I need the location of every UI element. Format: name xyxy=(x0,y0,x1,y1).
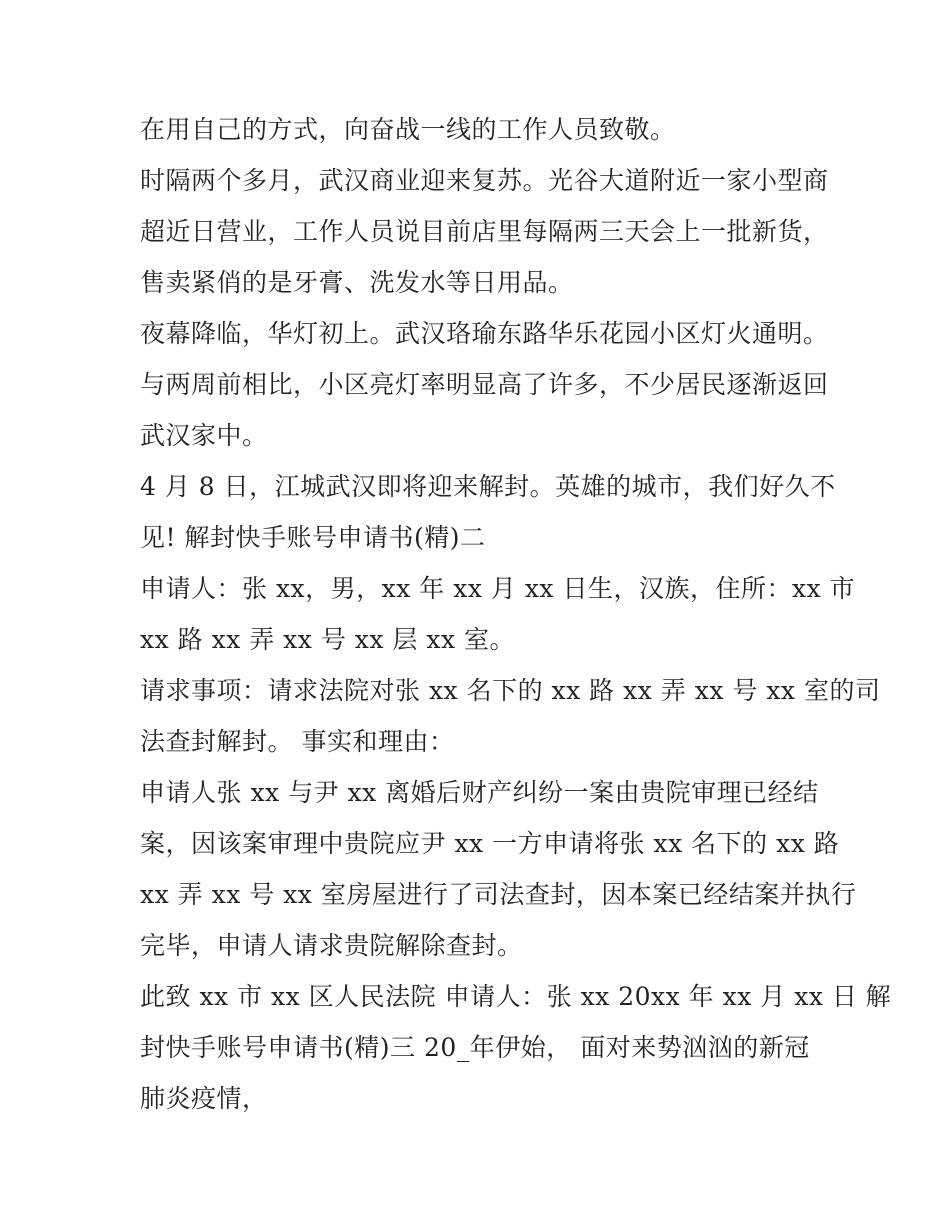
text-line: xx 弄 xx 号 xx 室房屋进行了司法查封，因本案已经结案并执行 xyxy=(140,880,857,909)
text-line: 完毕，申请人请求贵院解除查封。 xyxy=(140,931,523,960)
text-line: 与两周前相比，小区亮灯率明显高了许多，不少居民逐渐返回 xyxy=(140,370,829,399)
text-line: 肺炎疫情， xyxy=(140,1084,268,1113)
text-line: 封快手账号申请书(精)三 20_年伊始， 面对来势汹汹的新冠 xyxy=(140,1033,810,1062)
text-line: 在用自己的方式，向奋战一线的工作人员致敬。 xyxy=(140,115,676,144)
text-line: 案，因该案审理中贵院应尹 xx 一方申请将张 xx 名下的 xx 路 xyxy=(140,829,840,858)
text-line: 申请人张 xx 与尹 xx 离婚后财产纠纷一案由贵院审理已经结 xyxy=(140,778,819,807)
text-line: 4 月 8 日，江城武汉即将迎来解封。英雄的城市，我们好久不 xyxy=(140,472,836,501)
text-line: xx 路 xx 弄 xx 号 xx 层 xx 室。 xyxy=(140,625,516,654)
document-body xyxy=(140,104,892,1124)
text-line: 此致 xx 市 xx 区人民法院 申请人：张 xx 20xx 年 xx 月 xx 日 解 xyxy=(140,982,892,1011)
text-line: 售卖紧俏的是牙膏、洗发水等日用品。 xyxy=(140,268,574,297)
text-line: 夜幕降临，华灯初上。武汉珞瑜东路华乐花园小区灯火通明。 xyxy=(140,319,829,348)
text-line: 武汉家中。 xyxy=(140,421,268,450)
text-line: 时隔两个多月，武汉商业迎来复苏。光谷大道附近一家小型商 xyxy=(140,166,829,195)
text-line: 法查封解封。 事实和理由： xyxy=(140,727,455,756)
text-line: 超近日营业，工作人员说目前店里每隔两三天会上一批新货， xyxy=(140,217,829,246)
text-line: 见! 解封快手账号申请书(精)二 xyxy=(140,523,486,552)
text-line: 申请人：张 xx，男，xx 年 xx 月 xx 日生，汉族，住所：xx 市 xyxy=(140,574,856,603)
text-line: 请求事项：请求法院对张 xx 名下的 xx 路 xx 弄 xx 号 xx 室的司 xyxy=(140,676,881,705)
